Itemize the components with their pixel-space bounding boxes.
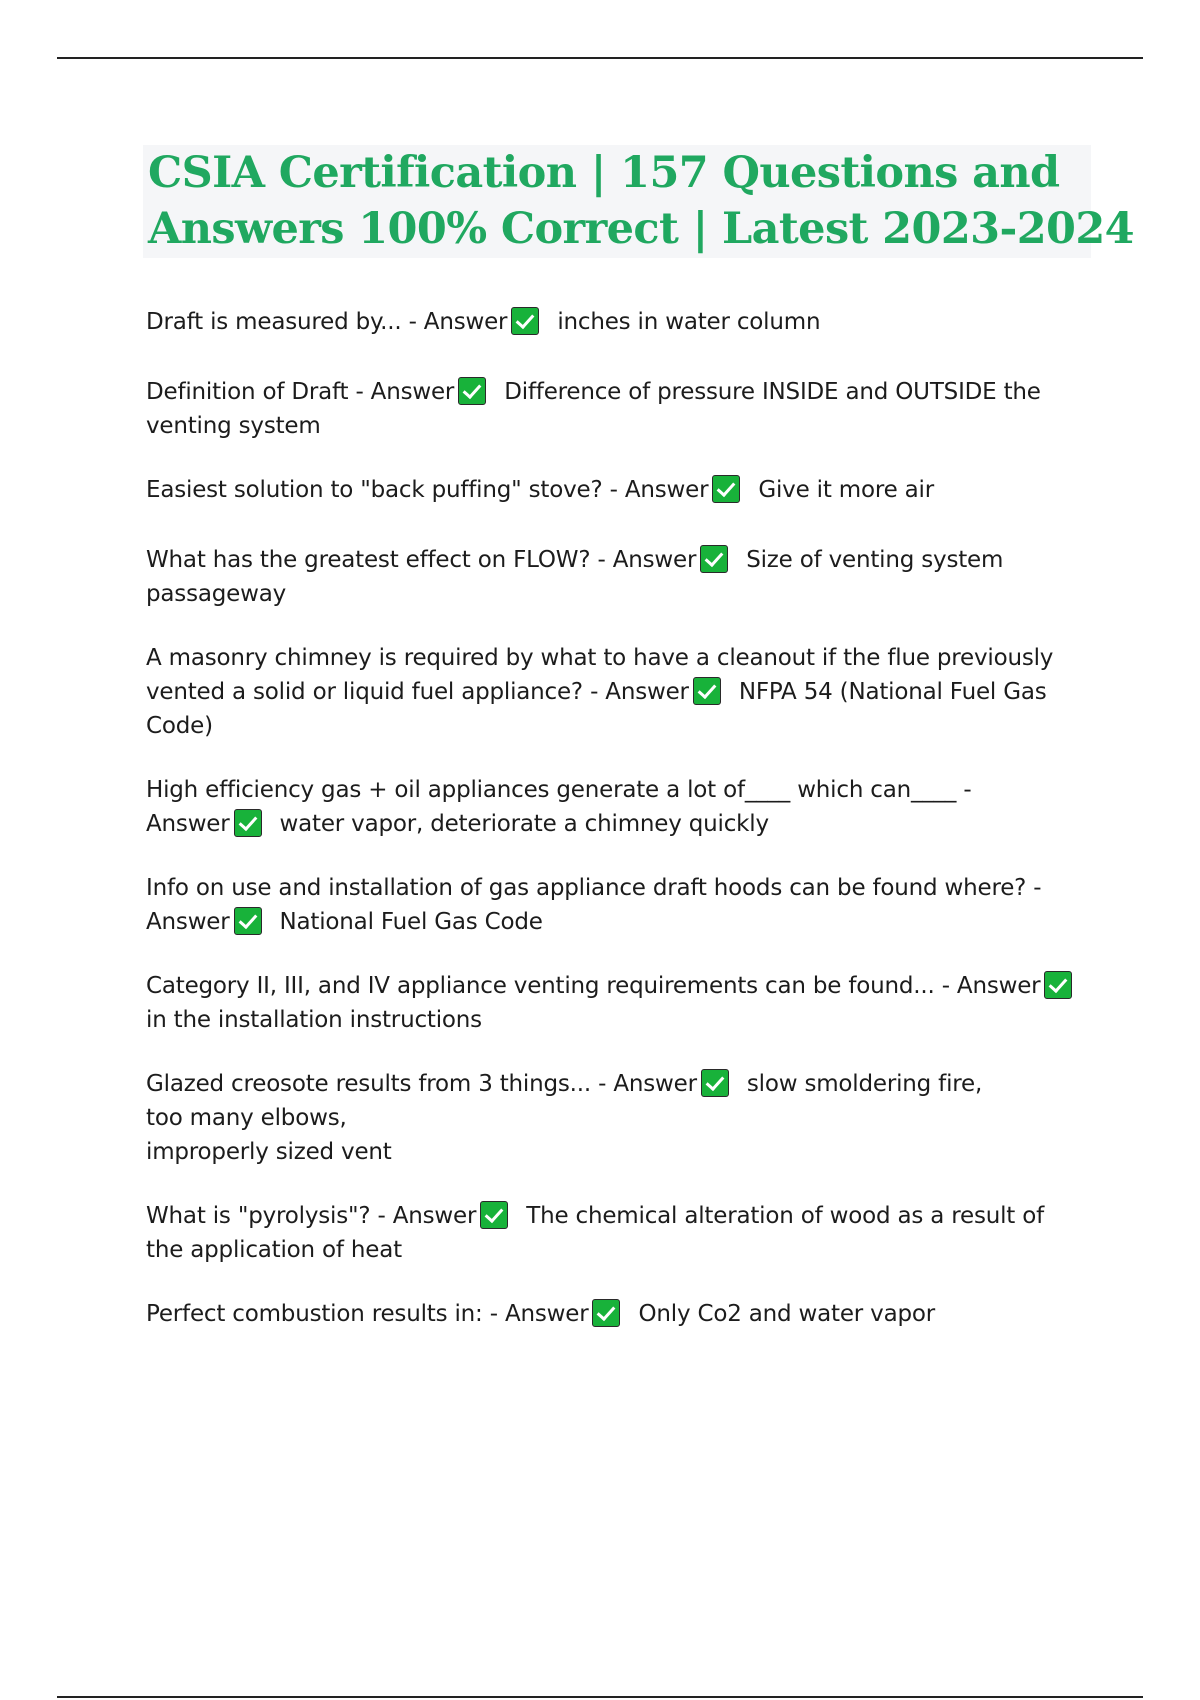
answer-text-cont: the application of heat — [146, 1237, 402, 1263]
check-icon — [234, 907, 262, 935]
question-text: Draft is measured by... — [146, 309, 402, 335]
answer-text-cont: venting system — [146, 413, 321, 439]
qa-item — [146, 305, 1096, 339]
title-line-1: CSIA Certification | 157 Questions and — [148, 148, 1060, 198]
question-text: Category II, III, and IV appliance venting requirements can be found... — [146, 973, 935, 999]
answer-label: - Answer — [590, 679, 689, 705]
answer-label: Answer — [146, 811, 230, 837]
answer-text: Difference of pressure INSIDE and OUTSIDE the — [504, 379, 1041, 405]
qa-list — [146, 305, 1096, 1367]
answer-label: - Answer — [597, 547, 697, 573]
check-icon — [693, 677, 721, 705]
answer-text: NFPA 54 (National Fuel Gas — [738, 679, 1047, 705]
qa-item — [146, 641, 1096, 743]
answer-text: in the installation instructions — [146, 1007, 482, 1033]
qa-item — [146, 1297, 1096, 1331]
question-text-cont: vented a solid or liquid fuel appliance? — [146, 679, 583, 705]
question-text: What has the greatest effect on FLOW? — [146, 547, 591, 573]
qa-item — [146, 773, 1096, 841]
question-text: Glazed creosote results from 3 things... — [146, 1071, 592, 1097]
answer-text: The chemical alteration of wood as a result of — [526, 1203, 1045, 1229]
answer-label: Answer — [146, 909, 230, 935]
qa-item — [146, 543, 1096, 611]
answer-text-cont: Code) — [146, 713, 213, 739]
answer-text-cont: passageway — [146, 581, 287, 607]
check-icon — [701, 1069, 729, 1097]
answer-text: Give it more air — [758, 477, 934, 503]
answer-label: - Answer — [609, 477, 709, 503]
check-icon — [1044, 971, 1072, 999]
qa-item — [146, 969, 1096, 1037]
answer-label: - Answer — [408, 309, 508, 335]
header-rule — [57, 57, 1143, 59]
qa-item — [146, 473, 1096, 507]
answer-text: slow smoldering fire, — [746, 1071, 983, 1097]
check-icon — [480, 1201, 508, 1229]
check-icon — [700, 545, 728, 573]
answer-text: National Fuel Gas Code — [279, 909, 543, 935]
question-text: Perfect combustion results in: — [146, 1301, 483, 1327]
answer-label: - Answer — [941, 973, 1041, 999]
answer-text: Size of venting system — [746, 547, 1004, 573]
question-text: What is "pyrolysis"? — [146, 1203, 371, 1229]
title-line-2: Answers 100% Correct | Latest 2023-2024 — [148, 204, 1134, 254]
answer-label: - Answer — [355, 379, 455, 405]
document-title — [143, 145, 1134, 258]
qa-item — [146, 1199, 1096, 1267]
question-text: Easiest solution to "back puffing" stove? — [146, 477, 603, 503]
answer-text: water vapor, deteriorate a chimney quickly — [279, 811, 769, 837]
answer-label: - Answer — [489, 1301, 589, 1327]
check-icon — [592, 1299, 620, 1327]
answer-text: Only Co2 and water vapor — [638, 1301, 935, 1327]
answer-text-line-3: improperly sized vent — [146, 1139, 392, 1165]
question-text: A masonry chimney is required by what to have a cleanout if the flue previously — [146, 645, 1054, 671]
check-icon — [234, 809, 262, 837]
answer-label: - Answer — [377, 1203, 477, 1229]
answer-label: - Answer — [598, 1071, 697, 1097]
check-icon — [712, 475, 740, 503]
qa-item — [146, 375, 1096, 443]
qa-item — [146, 871, 1096, 939]
question-text: Definition of Draft — [146, 379, 349, 405]
answer-text-line-2: too many elbows, — [146, 1105, 347, 1131]
check-icon — [458, 377, 486, 405]
footer-rule — [57, 1696, 1143, 1698]
qa-item — [146, 1067, 1096, 1169]
check-icon — [511, 307, 539, 335]
question-text: Info on use and installation of gas appliance draft hoods can be found where? - — [146, 875, 1042, 901]
answer-text: inches in water column — [557, 309, 821, 335]
question-text: High efficiency gas + oil appliances generate a lot of____ which can____ - — [146, 777, 972, 803]
